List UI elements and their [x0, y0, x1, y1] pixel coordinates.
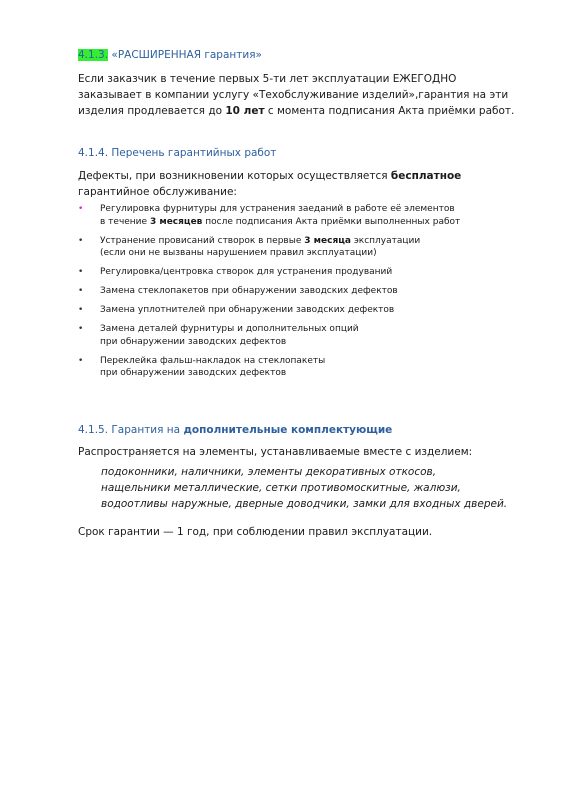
bullet-icon: • — [78, 235, 84, 246]
list-item-line — [100, 216, 518, 229]
list-item-bold: 3 месяца — [304, 235, 351, 246]
list-item-line: Замена уплотнителей при обнаружении заводских дефектов — [100, 305, 395, 315]
bullet-icon: • — [78, 305, 84, 315]
section-415-title: 4.1.5. Гарантия на — [78, 424, 184, 436]
list-item — [78, 203, 518, 228]
section-413-number: 4.1.3. — [78, 49, 109, 61]
list-item-line: Регулировка фурнитуры для устранения заеданий в работе её элементов — [100, 204, 455, 214]
section-413-title: «РАСШИРЕННАЯ гарантия» — [111, 49, 262, 61]
section-414-heading: 4.1.4. Перечень гарантийных работ — [78, 147, 277, 159]
list-item-line: при обнаружении заводских дефектов — [100, 368, 287, 378]
accessories-list — [101, 464, 521, 512]
section-414-intro-2: гарантийное обслуживание: — [78, 186, 237, 198]
list-item-line: при обнаружении заводских дефектов — [100, 336, 287, 347]
section-413-text-2: с момента подписания Акта приёмки работ. — [264, 105, 515, 117]
list-item-text: после подписания Акта приёмки выполненных работ — [202, 216, 461, 227]
list-item-line: (если они не вызваны нарушением правил эксплуатации) — [100, 248, 377, 258]
list-item — [78, 304, 518, 317]
list-item-text: Устранение провисаний створок в первые — [100, 235, 305, 246]
list-item-line: Замена стеклопакетов при обнаружении заводских дефектов — [100, 286, 398, 296]
accessories-line: нащельники металлические, сетки противомоскитные, жалюзи, — [101, 482, 461, 494]
list-item — [78, 266, 518, 279]
list-item-bold: 3 месяцев — [149, 216, 203, 227]
list-item — [78, 285, 518, 298]
bullet-icon: • — [78, 324, 84, 334]
bullet-icon: • — [78, 355, 84, 366]
section-415-intro: Распространяется на элементы, устанавливаемые вместе с изделием: — [78, 446, 473, 458]
bullet-icon: • — [78, 267, 84, 277]
section-415-heading — [78, 424, 392, 436]
bullet-icon: • — [78, 204, 84, 214]
list-item — [78, 355, 518, 380]
section-414-intro-1: Дефекты, при возникновении которых осуществляется — [78, 170, 391, 182]
section-413-bold: 10 лет — [225, 105, 265, 117]
section-414-intro-bold: бесплатное — [390, 170, 462, 182]
list-item — [78, 323, 518, 348]
section-413-paragraph — [78, 71, 518, 119]
list-item-line — [100, 235, 518, 248]
list-item — [78, 235, 518, 260]
bullet-icon: • — [78, 286, 84, 296]
section-413-heading — [78, 49, 262, 61]
warranty-work-list — [78, 203, 518, 386]
accessories-line: подоконники, наличники, элементы декоративных откосов, — [101, 466, 437, 478]
list-item-line: Замена деталей фурнитуры и дополнительных опций — [100, 324, 359, 334]
list-item-text: эксплуатации — [350, 235, 421, 246]
accessories-line: водоотливы наружные, дверные доводчики, замки для входных дверей. — [101, 498, 508, 510]
section-415-title-bold: дополнительные комплектующие — [183, 424, 393, 436]
warranty-term: Срок гарантии — 1 год, при соблюдении правил эксплуатации. — [78, 526, 433, 538]
list-item-line: Регулировка/центровка створок для устранения продуваний — [100, 267, 393, 277]
section-414-intro — [78, 168, 518, 200]
list-item-line: Переклейка фальш-накладок на стеклопакеты — [100, 355, 326, 366]
list-item-text: в течение — [100, 216, 150, 227]
section-413-text-1: Если заказчик в течение первых 5-ти лет эксплуатации ЕЖЕГОДНО заказывает в компании услугу «Техобслуживание изделий»,гарантия на эти изделия продлевается до — [78, 73, 509, 117]
